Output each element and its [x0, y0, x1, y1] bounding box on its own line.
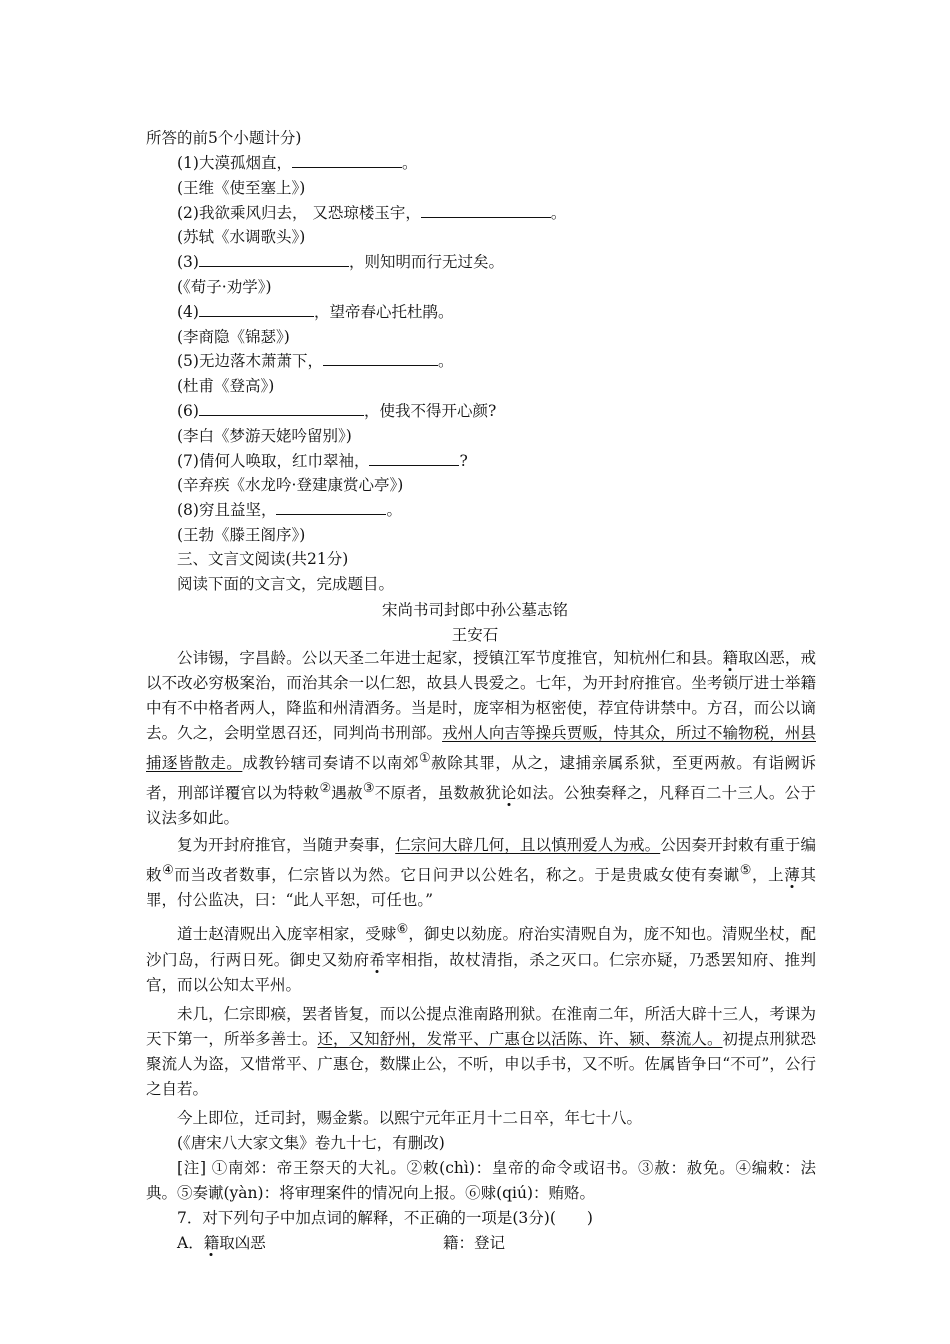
- dictation-source: (王维《使至塞上》): [177, 178, 306, 197]
- paragraph-5: 今上即位，迁司封，赐金紫。以熙宁元年正月十二日卒，年七十八。: [177, 1108, 643, 1127]
- dictation-item: [177, 400, 496, 422]
- passage-body: [146, 646, 816, 1256]
- dotted-word: 籍: [722, 649, 739, 667]
- dictation-item: [177, 202, 566, 224]
- passage-author: 王安石: [451, 626, 499, 644]
- header-line: 所答的前5个小题计分): [146, 129, 302, 147]
- item-number: (3): [177, 253, 199, 272]
- item-text-before: 穷且益坚，: [198, 501, 277, 520]
- answer-blank[interactable]: [276, 499, 386, 515]
- paragraph-3: 道士赵清贶出入庞宰相家，受赇⑥，御史以劾庞。府治实清贶自为，庞不知也。清贶坐杖，配沙门岛，行两日死。御史又劾府希宰相指，故杖清指，杀之灭口。仁宗亦疑，乃悉罢知府、推判官，而以公知太平州。: [146, 922, 816, 994]
- dictation-source: (苏轼《水调歌头》): [177, 228, 306, 247]
- passage-title: 宋尚书司封郎中孙公墓志铭: [381, 601, 568, 619]
- dotted-word: 薄: [784, 866, 801, 885]
- note-ref: ⑤: [739, 863, 752, 879]
- paragraph-4: 未几，仁宗即瘊，罢者皆复，而以公提点淮南路刑狱。在淮南二年，所活大辟十三人，考课为天下第一，所举多善士。还，又知舒州，发常平、广惠仓以活陈、许、颍、蔡流人。初提点刑狱恐聚流人为盗，又惜常平、广惠仓，数牒止公，不听，申以手书，又不听。佐属皆争曰“不可”，公行之自若。: [146, 1004, 816, 1098]
- paragraph-2: 复为开封府推官，当随尹奏事，仁宗问大辟几何，且以慎刑爱人为戒。公因奏开封敕有重于编敕④而当改者数事，仁宗皆以为然。它日问尹以公姓名，称之。于是贵戚女使有奏谳⑤，上薄其罪，付公监决，曰：“此人平恕，可任也。”: [146, 836, 816, 910]
- note-ref: ④: [162, 863, 175, 879]
- note-ref: ①: [419, 751, 432, 766]
- note-ref: ⑥: [396, 922, 409, 938]
- dictation-source: (辛弃疾《水龙吟·登建康赏心亭》): [177, 476, 404, 495]
- dictation-item: [177, 301, 453, 323]
- notes: [注] ①南郊：帝王祭天的大礼。②敕(chì)：皇帝的命令或诏书。③赦：赦免。④编敕：法典。⑤奏谳(yàn)：将审理案件的情况向上报。⑥赇(qiú)：贿赂。: [146, 1158, 816, 1202]
- underlined-sentence-2: 仁宗问大辟几何，且以慎刑爱人为戒。: [395, 836, 661, 855]
- answer-blank[interactable]: [292, 152, 402, 168]
- paragraph-1: 公讳锡，字昌龄。公以天圣二年进士起家，授镇江军节度推官，知杭州仁和县。籍取凶恶，戒以不改必穷极案治，而治其余一以仁恕，故县人畏爱之。七年，为开封府推官。坐考锁厅进士举籍中有不中格者两人，降监和州清酒务。当是时，庞宰相为枢密使，荐宜侍讲禁中。方召，而公以谪去。久之，会明堂恩召还，同判尚书刑部。戎州人向吉等操兵贾贩，恃其众，所过不输物税，州县捕逐皆散走。成教钤辖司奏请不以南郊①赦除其罪，从之，逮捕亲属系狱，至更两赦。有诣阙诉者，刑部详覆官以为特敕②遇赦③不原者，虽数赦犹论如法。公独奏释之，凡释百二十三人。公于议法多如此。: [146, 649, 816, 828]
- dictation-source: (《荀子·劝学》): [177, 278, 272, 296]
- dotted-word: 希: [369, 950, 386, 969]
- answer-blank[interactable]: [369, 450, 459, 466]
- item-number: (6): [177, 402, 199, 420]
- item-text-before: 无边落木萧萧下，: [198, 352, 323, 371]
- dictation-source: (杜甫《登高》): [177, 377, 275, 396]
- item-text-after: ，使我不得开心颜?: [363, 402, 497, 420]
- item-text-after: ，则知明而行无过矣。: [348, 253, 504, 272]
- item-number: (5): [177, 352, 199, 371]
- answer-blank[interactable]: [421, 202, 551, 218]
- underlined-sentence-1: 戎州人向吉等操兵贾贩，恃其众，所过不输物税，州县捕逐皆散走。: [146, 724, 816, 773]
- instruction: 阅读下面的文言文，完成题目。: [177, 575, 395, 593]
- dictation-item: [177, 450, 468, 472]
- item-text-before: 倩何人唤取，红巾翠袖，: [198, 451, 370, 470]
- answer-blank[interactable]: [199, 400, 364, 416]
- dotted-word: 论: [500, 784, 517, 803]
- dictation-item: [177, 499, 402, 521]
- question-7: 7．对下列句子中加点词的解释，不正确的一项是(3分)( ): [177, 1208, 593, 1227]
- option-a[interactable]: A．籍取凶恶 籍：登记: [146, 1231, 816, 1256]
- item-text-after: 。: [401, 154, 418, 172]
- dictation-item: [177, 350, 454, 372]
- dictation-item: [177, 152, 418, 174]
- item-number: (8): [177, 501, 199, 520]
- item-text-after: 。: [550, 203, 567, 222]
- note-ref: ②: [319, 781, 332, 797]
- item-number: (4): [177, 302, 199, 321]
- note-ref: ③: [362, 781, 375, 797]
- item-number: (2): [177, 203, 199, 222]
- dictation-source: (李商隐《锦瑟》): [177, 327, 290, 346]
- option-a-gloss: 籍：登记: [443, 1233, 506, 1252]
- answer-blank[interactable]: [199, 301, 314, 317]
- item-text-before: 大漠孤烟直，: [198, 154, 292, 172]
- item-number: (1): [177, 154, 199, 172]
- item-text-after: ?: [459, 451, 468, 470]
- underlined-sentence-3: 还，又知舒州，发常平、广惠仓以活陈、许、颍、蔡流人。: [317, 1029, 723, 1048]
- dotted-word: 籍: [203, 1233, 220, 1252]
- item-number: (7): [177, 451, 199, 470]
- dictation-item: [177, 251, 504, 273]
- citation: (《唐宋八大家文集》卷九十七，有删改): [177, 1133, 445, 1152]
- item-text-after: ，望帝春心托杜鹃。: [313, 302, 454, 321]
- item-text-before: 我欲乘风归去， 又恐琼楼玉宇，: [198, 203, 421, 222]
- item-text-after: 。: [386, 501, 402, 520]
- answer-blank[interactable]: [323, 350, 438, 366]
- section-heading: 三、文言文阅读(共21分): [177, 550, 349, 568]
- answer-blank[interactable]: [199, 251, 349, 267]
- dictation-source: (李白《梦游天姥吟留别》): [177, 426, 352, 445]
- item-text-after: 。: [437, 352, 454, 371]
- dictation-source: (王勃《滕王阁序》): [177, 526, 306, 544]
